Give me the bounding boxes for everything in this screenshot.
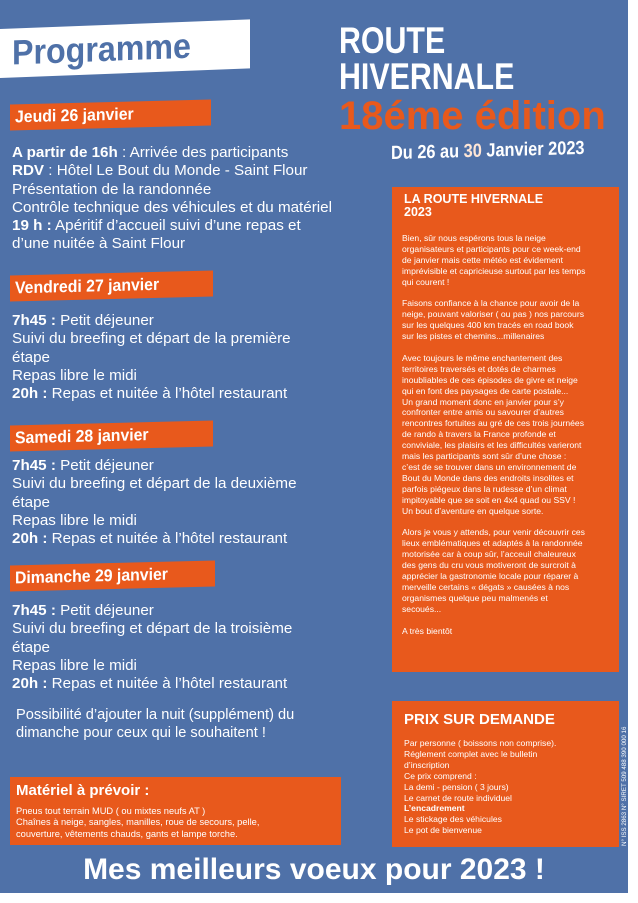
info-line: qui courent !	[402, 276, 450, 287]
info-line: Bien, sûr nous espérons tous la neige	[402, 233, 546, 243]
day-program-jeudi	[12, 144, 332, 254]
price-item: Réglement complet avec le bulletin	[404, 748, 538, 759]
program-line: Suivi du breefing et départ de la troisième	[12, 620, 293, 638]
programme-label: Programme	[12, 26, 191, 73]
price-title: PRIX SUR DEMANDE	[404, 711, 555, 728]
program-line: 7h45 : Petit déjeuner	[12, 457, 154, 474]
program-line: Contrôle technique des véhicules et du matériel	[12, 198, 332, 216]
materiel-heading: Matériel à prévoir :	[16, 782, 150, 799]
materiel-box	[10, 777, 341, 845]
info-line: Avec toujours le même enchantement des	[402, 352, 563, 363]
info-paragraph	[402, 298, 617, 342]
legal-registration: N° ISS 2863 N° SIRET 509 488 390 000 16	[621, 726, 628, 846]
program-line: 7h45 : Petit déjeuner	[12, 312, 154, 329]
info-line: neige, pouvant valoriser ( ou pas ) nos parcours	[402, 309, 585, 320]
info-line: apprécier la gastronomie locale pour réparer à	[402, 571, 579, 582]
program-line: A partir de 16h : Arrivée des participants	[12, 144, 289, 161]
program-line: Suivi du breefing et départ de la première	[12, 330, 291, 348]
info-line: Un bout d’aventure en quelque sorte.	[402, 505, 544, 516]
program-line: Repas libre le midi	[12, 511, 137, 529]
program-line: étape	[12, 348, 51, 366]
price-list	[404, 738, 556, 836]
info-line: lieux emblématiques et adaptés à la randonnée	[402, 538, 583, 549]
price-item: Le pot de bienvenue	[404, 825, 482, 836]
materiel-list: Pneus tout terrain MUD ( ou mixtes neufs AT ) Chaînes à neige, sangles, manilles, roue de secours, pelle, couverture, vêtements chauds, gants et lampe torche.	[16, 806, 260, 839]
price-item: d’inscription	[404, 759, 450, 770]
day-heading-dimanche: Dimanche 29 janvier	[10, 560, 215, 591]
info-line: organismes quelque peu malmenés et	[402, 592, 548, 603]
info-line: impitoyable que se soit en 4x4 quad ou SSV !	[402, 494, 576, 505]
info-box-title: LA ROUTE HIVERNALE 2023	[404, 192, 544, 219]
info-line: de rando à travers la France profonde et	[402, 429, 556, 440]
price-item: Le carnet de route individuel	[404, 792, 512, 803]
info-line: de janvier mais cette météo est évidement	[402, 254, 563, 265]
price-box	[392, 701, 619, 847]
info-paragraph	[402, 233, 617, 288]
event-dates	[391, 137, 585, 166]
program-line: Repas libre le midi	[12, 656, 137, 674]
program-line: 20h : Repas et nuitée à l’hôtel restaurant	[12, 675, 288, 693]
day-heading-samedi: Samedi 28 janvier	[10, 421, 213, 452]
info-line: Bout du Monde dans des endroits insolites et	[402, 472, 574, 483]
price-item: Le stickage des véhicules	[404, 814, 502, 825]
dates-suffix: Janvier 2023	[486, 137, 585, 162]
info-paragraph	[402, 626, 617, 637]
info-line: organisateurs et participants pour ce week-end	[402, 243, 581, 254]
extra-night-note: Possibilité d’ajouter la nuit (supplément) du dimanche pour ceux qui le souhaitent !	[16, 707, 295, 741]
program-line: Présentation de la randonnée	[12, 180, 212, 198]
day-program-vendredi	[12, 312, 291, 403]
info-line: sur les quelques 400 km tracés en road book	[402, 320, 574, 331]
program-line: 19 h : Apéritif d’accueil suivi d’une repas et	[12, 217, 301, 235]
info-line: parfois piégeux dans la rudesse d’un climat	[402, 483, 567, 494]
info-line: des gens du cru vous motiveront de surcroit à	[402, 560, 576, 571]
info-line: Un grand moment donc en janvier pour s’y	[402, 396, 564, 407]
info-line: confronter entre amis ou savourer d’autres	[402, 407, 564, 418]
day-program-dimanche	[12, 602, 292, 693]
price-item: Ce prix comprend :	[404, 770, 477, 781]
program-line: Suivi du breefing et départ de la deuxième	[12, 475, 297, 493]
info-line: motorisée car à coup sûr, l’acceuil chaleureux	[402, 549, 576, 560]
dates-highlight: 30	[463, 140, 482, 163]
info-line: qui en font des paysages de carte postale...	[402, 385, 569, 396]
edition-label: 18éme édition	[339, 94, 606, 138]
program-line: étape	[12, 493, 51, 511]
dates-prefix: Du 26 au	[391, 141, 460, 164]
info-line: rencontres fortuites au gré de ces trois journées	[402, 418, 584, 429]
info-line: merveille certains « dégats » causées à nos	[402, 581, 570, 592]
day-heading-vendredi: Vendredi 27 janvier	[10, 271, 213, 302]
info-line: territoires traversés et dotés de charmes	[402, 363, 556, 374]
programme-banner	[0, 19, 250, 78]
info-line: sur les pistes et chemins...millenaires	[402, 331, 545, 342]
day-heading-jeudi: Jeudi 26 janvier	[10, 100, 211, 131]
footer-greeting: Mes meilleurs voeux pour 2023 !	[83, 853, 545, 886]
info-paragraph	[402, 527, 617, 614]
program-line: 7h45 : Petit déjeuner	[12, 602, 154, 619]
program-line: étape	[12, 638, 51, 656]
info-line: mais les participants sont sûr d’une chose :	[402, 451, 567, 462]
info-line: secoués...	[402, 603, 442, 614]
info-line: inoubliables de ces épisodes de givre et neige	[402, 374, 578, 385]
info-line: c’est de se trouver dans un environnement de	[402, 462, 577, 472]
info-line: conviviale, les plaisirs et les difficultés varieront	[402, 440, 582, 451]
title-line-1: ROUTE	[339, 20, 446, 61]
info-box	[392, 187, 619, 672]
program-line: 20h : Repas et nuitée à l’hôtel restaurant	[12, 385, 288, 403]
price-item: Par personne ( boissons non comprise).	[404, 738, 557, 748]
price-item: L’encadrement	[404, 803, 465, 814]
info-box-body	[402, 233, 617, 647]
info-line: A très bientôt	[402, 625, 453, 636]
info-line: imprévisible et capricieuse surtout par les temps	[402, 265, 586, 276]
title-line-2: HIVERNALE	[339, 56, 515, 97]
info-line: Faisons confiance à la chance pour avoir de la	[402, 298, 580, 309]
program-line: 20h : Repas et nuitée à l’hôtel restaurant	[12, 530, 288, 548]
program-line: RDV : Hôtel Le Bout du Monde - Saint Flour	[12, 162, 308, 180]
price-item: La demi - pension ( 3 jours)	[404, 781, 509, 792]
info-line: Alors je vous y attends, pour venir découvrir ces	[402, 527, 585, 538]
info-paragraph	[402, 353, 617, 517]
day-program-samedi	[12, 457, 297, 548]
program-line: Repas libre le midi	[12, 366, 137, 384]
program-line: d’une nuitée à Saint Flour	[12, 235, 186, 253]
